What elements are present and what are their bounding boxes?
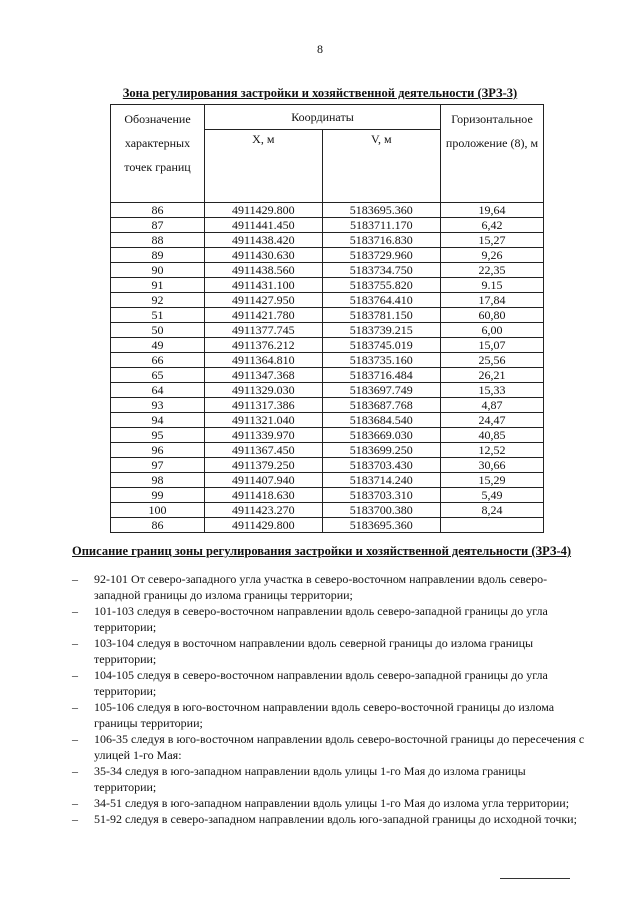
cell-point: 86	[111, 203, 205, 218]
cell-x: 4911438.560	[205, 263, 323, 278]
cell-x: 4911431.100	[205, 278, 323, 293]
table-row	[111, 338, 544, 353]
table-row	[111, 203, 544, 218]
header-horizontal: Горизонтальное проложение (8), м	[441, 105, 544, 203]
dash-bullet: –	[72, 764, 78, 778]
cell-x: 4911364.810	[205, 353, 323, 368]
cell-d: 9.15	[441, 278, 544, 293]
list-item	[72, 667, 588, 699]
cell-d: 9,26	[441, 248, 544, 263]
cell-y: 5183735.160	[322, 353, 440, 368]
table-row	[111, 518, 544, 533]
cell-y: 5183699.250	[322, 443, 440, 458]
table-row	[111, 248, 544, 263]
cell-y: 5183700.380	[322, 503, 440, 518]
cell-y: 5183711.170	[322, 218, 440, 233]
cell-y: 5183695.360	[322, 518, 440, 533]
dash-bullet: –	[72, 668, 78, 682]
cell-x: 4911430.630	[205, 248, 323, 263]
cell-point: 96	[111, 443, 205, 458]
table-row	[111, 233, 544, 248]
cell-x: 4911367.450	[205, 443, 323, 458]
list-item-text: 103-104 следуя в восточном направлении вдоль северной границы до излома границы территории;	[94, 636, 534, 666]
cell-x: 4911429.800	[205, 518, 323, 533]
cell-x: 4911427.950	[205, 293, 323, 308]
cell-point: 87	[111, 218, 205, 233]
cell-point: 90	[111, 263, 205, 278]
list-item-text: 51-92 следуя в северо-западном направлении вдоль юго-западной границы до исходной точки;	[94, 812, 577, 826]
list-item-text: 34-51 следуя в юго-западном направлении вдоль улицы 1-го Мая до излома угла территории;	[94, 796, 570, 810]
table-row	[111, 473, 544, 488]
list-item-text: 106-35 следуя в юго-восточном направлении вдоль северо-восточной границы до пересечения с улицей 1-го Мая:	[94, 732, 585, 762]
cell-point: 98	[111, 473, 205, 488]
list-item-text: 92-101 От северо-западного угла участка в северо-восточном направлении вдоль северо-западной границы до излома границы территории;	[94, 572, 548, 602]
cell-point: 65	[111, 368, 205, 383]
list-item	[72, 795, 588, 811]
table-row	[111, 413, 544, 428]
cell-d: 8,24	[441, 503, 544, 518]
cell-d: 24,47	[441, 413, 544, 428]
cell-d: 19,64	[441, 203, 544, 218]
cell-x: 4911339.970	[205, 428, 323, 443]
table-row	[111, 443, 544, 458]
cell-point: 94	[111, 413, 205, 428]
table-row	[111, 278, 544, 293]
list-item	[72, 811, 588, 827]
cell-d: 25,56	[441, 353, 544, 368]
cell-x: 4911347.368	[205, 368, 323, 383]
dash-bullet: –	[72, 604, 78, 618]
cell-point: 49	[111, 338, 205, 353]
header-coordinates: Координаты	[205, 105, 441, 130]
cell-point: 93	[111, 398, 205, 413]
cell-y: 5183781.150	[322, 308, 440, 323]
cell-y: 5183684.540	[322, 413, 440, 428]
table-row	[111, 458, 544, 473]
dash-bullet: –	[72, 700, 78, 714]
boundary-description-list	[72, 571, 588, 827]
cell-y: 5183703.310	[322, 488, 440, 503]
cell-y: 5183716.484	[322, 368, 440, 383]
cell-x: 4911423.270	[205, 503, 323, 518]
cell-y: 5183687.768	[322, 398, 440, 413]
header-designation: Обозначение характерных точек границ	[111, 105, 205, 203]
table-row	[111, 383, 544, 398]
cell-x: 4911376.212	[205, 338, 323, 353]
cell-y: 5183739.215	[322, 323, 440, 338]
cell-d: 6,00	[441, 323, 544, 338]
cell-point: 97	[111, 458, 205, 473]
table-row	[111, 428, 544, 443]
table-row	[111, 353, 544, 368]
cell-x: 4911321.040	[205, 413, 323, 428]
cell-x: 4911377.745	[205, 323, 323, 338]
cell-d: 15,07	[441, 338, 544, 353]
cell-point: 99	[111, 488, 205, 503]
section-title: Описание границ зоны регулирования застройки и хозяйственной деятельности (ЗРЗ-4)	[72, 544, 572, 558]
cell-x: 4911441.450	[205, 218, 323, 233]
cell-point: 88	[111, 233, 205, 248]
list-item	[72, 635, 588, 667]
cell-x: 4911421.780	[205, 308, 323, 323]
cell-d: 5,49	[441, 488, 544, 503]
dash-bullet: –	[72, 732, 78, 746]
cell-x: 4911438.420	[205, 233, 323, 248]
cell-y: 5183697.749	[322, 383, 440, 398]
list-item-text: 101-103 следуя в северо-восточном направлении вдоль северо-западной границы до угла территории;	[94, 604, 548, 634]
table-row	[111, 368, 544, 383]
header-y: V, м	[322, 130, 440, 203]
cell-y: 5183755.820	[322, 278, 440, 293]
list-item	[72, 731, 588, 763]
table-row	[111, 293, 544, 308]
header-x: X, м	[205, 130, 323, 203]
cell-point: 51	[111, 308, 205, 323]
table-row	[111, 398, 544, 413]
cell-x: 4911379.250	[205, 458, 323, 473]
table-title: Зона регулирования застройки и хозяйственной деятельности (ЗРЗ-3)	[122, 86, 518, 100]
dash-bullet: –	[72, 812, 78, 826]
cell-point: 95	[111, 428, 205, 443]
cell-d: 22,35	[441, 263, 544, 278]
cell-point: 89	[111, 248, 205, 263]
cell-d: 4,87	[441, 398, 544, 413]
cell-y: 5183669.030	[322, 428, 440, 443]
cell-x: 4911429.800	[205, 203, 323, 218]
cell-d: 40,85	[441, 428, 544, 443]
table-row	[111, 488, 544, 503]
dash-bullet: –	[72, 796, 78, 810]
cell-d	[441, 518, 544, 533]
cell-point: 66	[111, 353, 205, 368]
dash-bullet: –	[72, 572, 78, 586]
cell-x: 4911407.940	[205, 473, 323, 488]
cell-y: 5183745.019	[322, 338, 440, 353]
cell-d: 26,21	[441, 368, 544, 383]
cell-d: 30,66	[441, 458, 544, 473]
cell-y: 5183764.410	[322, 293, 440, 308]
list-item-text: 105-106 следуя в юго-восточном направлении вдоль северо-восточной границы до излома границы территории;	[94, 700, 555, 730]
cell-point: 64	[111, 383, 205, 398]
cell-d: 15,27	[441, 233, 544, 248]
cell-x: 4911317.386	[205, 398, 323, 413]
cell-y: 5183695.360	[322, 203, 440, 218]
table-row	[111, 323, 544, 338]
cell-y: 5183729.960	[322, 248, 440, 263]
cell-y: 5183703.430	[322, 458, 440, 473]
cell-point: 92	[111, 293, 205, 308]
cell-d: 15,29	[441, 473, 544, 488]
cell-d: 15,33	[441, 383, 544, 398]
cell-d: 17,84	[441, 293, 544, 308]
list-item	[72, 699, 588, 731]
table-row	[111, 218, 544, 233]
coordinates-table	[110, 104, 544, 533]
dash-bullet: –	[72, 636, 78, 650]
cell-y: 5183734.750	[322, 263, 440, 278]
cell-x: 4911329.030	[205, 383, 323, 398]
cell-d: 60,80	[441, 308, 544, 323]
signature-line	[500, 878, 570, 879]
list-item	[72, 763, 588, 795]
cell-d: 12,52	[441, 443, 544, 458]
page-number: 8	[317, 42, 323, 56]
cell-d: 6,42	[441, 218, 544, 233]
list-item	[72, 571, 588, 603]
cell-point: 91	[111, 278, 205, 293]
table-row	[111, 308, 544, 323]
cell-point: 50	[111, 323, 205, 338]
cell-x: 4911418.630	[205, 488, 323, 503]
list-item-text: 104-105 следуя в северо-восточном направлении вдоль северо-западной границы до угла территории;	[94, 668, 548, 698]
table-row	[111, 503, 544, 518]
cell-y: 5183716.830	[322, 233, 440, 248]
list-item	[72, 603, 588, 635]
list-item-text: 35-34 следуя в юго-западном направлении вдоль улицы 1-го Мая до излома границы территории;	[94, 764, 526, 794]
cell-y: 5183714.240	[322, 473, 440, 488]
table-row	[111, 263, 544, 278]
cell-point: 100	[111, 503, 205, 518]
cell-point: 86	[111, 518, 205, 533]
